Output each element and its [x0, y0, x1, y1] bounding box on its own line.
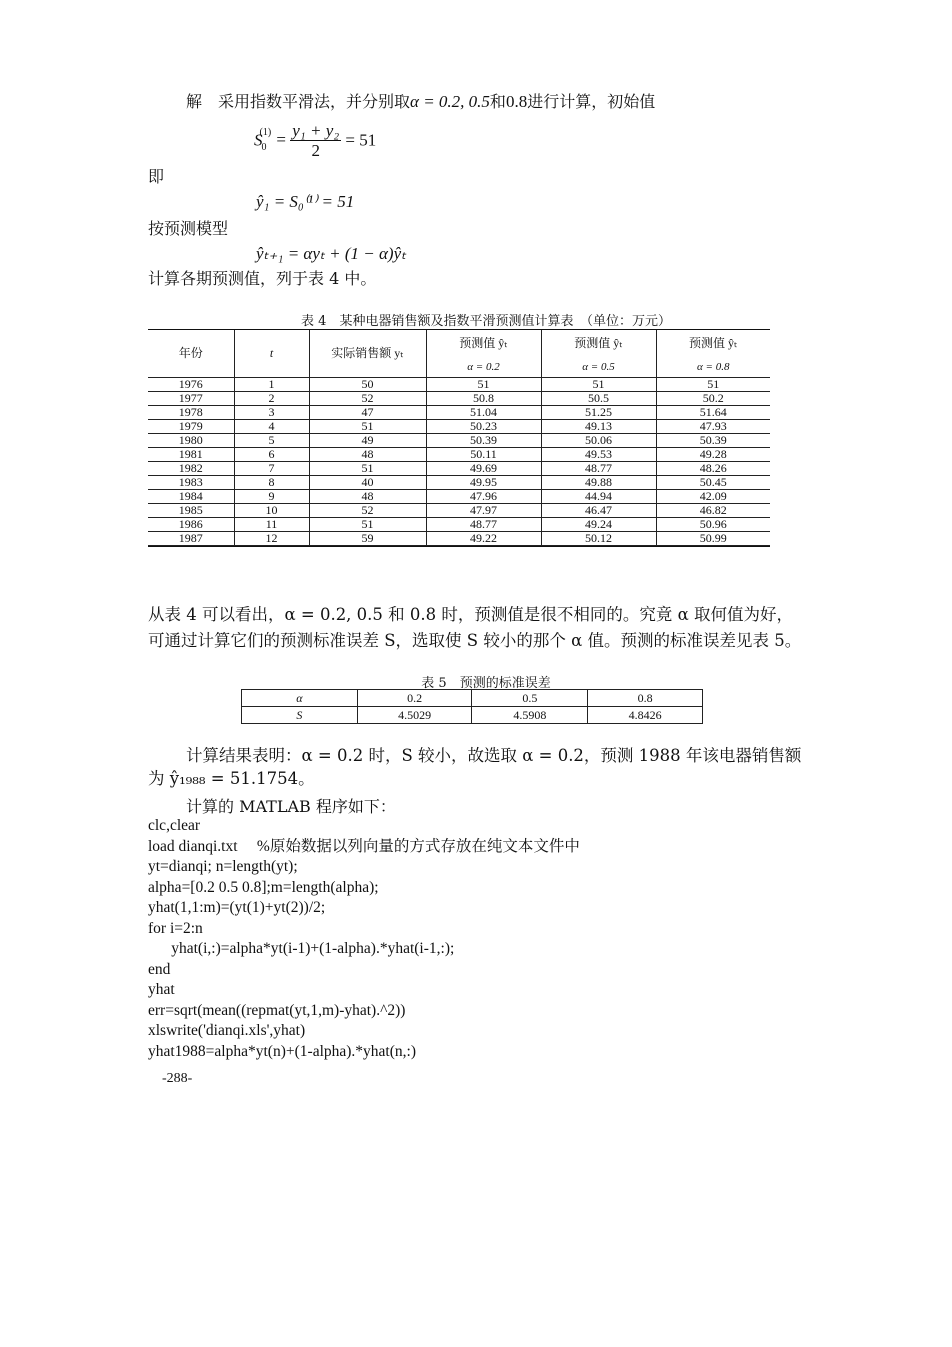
table-cell: 1	[234, 378, 309, 392]
table-cell: 50.2	[656, 392, 770, 406]
header-year: 年份	[148, 330, 234, 378]
table-cell: 51.25	[541, 406, 656, 420]
table-cell: 49.53	[541, 448, 656, 462]
t5-alpha-3: 0.8	[588, 690, 703, 707]
table-cell: 50.23	[426, 420, 541, 434]
table-row	[148, 420, 770, 434]
table-cell: 47.93	[656, 420, 770, 434]
table-cell: 49.22	[426, 532, 541, 546]
table-cell: 48.26	[656, 462, 770, 476]
header-t: t	[234, 330, 309, 378]
para3-line2: 为 ŷ₁₉₈₈ = 51.1754。	[148, 769, 315, 788]
header-pred-1: 预测值 ŷₜ	[426, 330, 541, 357]
table-cell: 50.39	[656, 434, 770, 448]
table-cell: 7	[234, 462, 309, 476]
ji-label: 即	[148, 167, 165, 186]
code-line: alpha=[0.2 0.5 0.8];m=length(alpha);	[148, 878, 379, 896]
table-cell: 49	[309, 434, 426, 448]
table-cell: 50.96	[656, 518, 770, 532]
table-cell: 50.11	[426, 448, 541, 462]
table-cell: 50.06	[541, 434, 656, 448]
page-number: -288-	[162, 1071, 193, 1086]
table-cell: 51	[309, 462, 426, 476]
table-cell: 10	[234, 504, 309, 518]
code-line: xlswrite('dianqi.xls',yhat)	[148, 1022, 306, 1039]
table-cell: 51.04	[426, 406, 541, 420]
table-cell: 50.8	[426, 392, 541, 406]
table-cell: 1977	[148, 392, 234, 406]
table-row	[148, 518, 770, 532]
t5-s-3: 4.8426	[588, 707, 703, 724]
para3-line1: 计算结果表明：α = 0.2 时，S 较小，故选取 α = 0.2，预测 1988 年该电器销售额	[186, 746, 802, 765]
table-cell: 42.09	[656, 490, 770, 504]
code-line: yhat	[148, 981, 175, 998]
table-cell: 1981	[148, 448, 234, 462]
table-cell: 52	[309, 504, 426, 518]
table-row	[148, 392, 770, 406]
table-row	[148, 490, 770, 504]
t5-alpha-1: 0.2	[357, 690, 472, 707]
table-cell: 47.96	[426, 490, 541, 504]
table-cell: 47	[309, 406, 426, 420]
table-cell: 50.12	[541, 532, 656, 546]
table-cell: 51.64	[656, 406, 770, 420]
table-cell: 1978	[148, 406, 234, 420]
table-cell: 48	[309, 448, 426, 462]
table-cell: 12	[234, 532, 309, 546]
table-cell: 1976	[148, 378, 234, 392]
table-cell: 2	[234, 392, 309, 406]
code-line: load dianqi.txt %原始数据以列向量的方式存放在纯文本文件中	[148, 837, 580, 855]
t5-s-2: 4.5908	[472, 707, 588, 724]
table-cell: 48.77	[541, 462, 656, 476]
para3-line3: 计算的 MATLAB 程序如下：	[186, 797, 396, 816]
table-cell: 49.24	[541, 518, 656, 532]
t5-alpha-2: 0.5	[472, 690, 588, 707]
table-cell: 40	[309, 476, 426, 490]
table-cell: 9	[234, 490, 309, 504]
table-row	[148, 476, 770, 490]
code-line: yt=dianqi; n=length(yt);	[148, 858, 298, 875]
table-cell: 11	[234, 518, 309, 532]
table-row	[148, 504, 770, 518]
table-cell: 50.39	[426, 434, 541, 448]
code-listing	[148, 816, 580, 1062]
table-cell: 46.82	[656, 504, 770, 518]
code-line: yhat1988=alpha*yt(n)+(1-alpha).*yhat(n,:)	[148, 1042, 416, 1060]
para2-line1: 从表 4 可以看出，α = 0.2, 0.5 和 0.8 时，预测值是很不相同的。究竟 α 取何值为好，	[148, 605, 794, 624]
table-cell: 59	[309, 532, 426, 546]
table-cell: 44.94	[541, 490, 656, 504]
table-cell: 1987	[148, 532, 234, 546]
table-cell: 1982	[148, 462, 234, 476]
table-cell: 6	[234, 448, 309, 462]
table-cell: 52	[309, 392, 426, 406]
subheader-alpha-1: α = 0.2	[426, 357, 541, 377]
table-row	[148, 462, 770, 476]
table-cell: 48	[309, 490, 426, 504]
formula-model: ŷₜ₊₁ = αyₜ + (1 − α)ŷₜ	[256, 244, 407, 263]
table-row	[148, 532, 770, 546]
table4-caption: 表 4 某种电器销售额及指数平滑预测值计算表 （单位：万元）	[301, 314, 671, 329]
table-cell: 51	[309, 518, 426, 532]
table-cell: 49.28	[656, 448, 770, 462]
t5-s-1: 4.5029	[357, 707, 472, 724]
table-cell: 46.47	[541, 504, 656, 518]
table-cell: 1985	[148, 504, 234, 518]
table-cell: 51	[541, 378, 656, 392]
code-line: for i=2:n	[148, 919, 203, 937]
table-cell: 4	[234, 420, 309, 434]
table-cell: 50.5	[541, 392, 656, 406]
table-cell: 1980	[148, 434, 234, 448]
table-cell: 1986	[148, 518, 234, 532]
table-row	[148, 448, 770, 462]
formula-initial-value: $S_0^{(1)}$ = $\frac{\text{y₁ + y₂}}{2}$ = 51	[254, 121, 377, 160]
table-cell: 5	[234, 434, 309, 448]
table-cell: 51	[426, 378, 541, 392]
table-cell: 1983	[148, 476, 234, 490]
table-cell: 51	[309, 420, 426, 434]
table-row	[148, 406, 770, 420]
table-cell: 3	[234, 406, 309, 420]
code-line: clc,clear	[148, 817, 201, 834]
table5-caption: 表 5 预测的标准误差	[421, 676, 551, 691]
table-cell: 47.97	[426, 504, 541, 518]
code-line: yhat(1,1:m)=(yt(1)+yt(2))/2;	[148, 899, 326, 916]
table4	[148, 329, 770, 547]
table-row	[148, 434, 770, 448]
formula-y1: ŷ₁ = S₀⁽¹⁾ = 51	[256, 192, 355, 211]
header-pred-3: 预测值 ŷₜ	[656, 330, 770, 357]
header-actual: 实际销售额 yₜ	[309, 330, 426, 378]
code-line: end	[148, 960, 171, 978]
subheader-alpha-3: α = 0.8	[656, 357, 770, 377]
table-cell: 8	[234, 476, 309, 490]
code-line: yhat(i,:)=alpha*yt(i-1)+(1-alpha).*yhat(i-1,:);	[148, 940, 455, 957]
table-cell: 48.77	[426, 518, 541, 532]
subheader-alpha-2: α = 0.5	[541, 357, 656, 377]
code-line: err=sqrt(mean((repmat(yt,1,m)-yhat).^2))	[148, 1001, 406, 1019]
model-label: 按预测模型	[148, 219, 229, 238]
table-row	[148, 378, 770, 392]
table-cell: 49.13	[541, 420, 656, 434]
table-cell: 51	[656, 378, 770, 392]
table-cell: 50.99	[656, 532, 770, 546]
table-cell: 49.88	[541, 476, 656, 490]
t5-s-label: S	[242, 707, 358, 724]
table-cell: 1984	[148, 490, 234, 504]
para2-line2: 可通过计算它们的预测标准误差 S，选取使 S 较小的那个 α 值。预测的标准误差见表 5。	[148, 631, 802, 650]
table-cell: 50	[309, 378, 426, 392]
table-cell: 1979	[148, 420, 234, 434]
table-cell: 50.45	[656, 476, 770, 490]
list-text: 计算各期预测值，列于表 4 中。	[148, 269, 377, 288]
table-cell: 49.69	[426, 462, 541, 476]
t5-alpha-label: α	[242, 690, 358, 707]
table-cell: 49.95	[426, 476, 541, 490]
table5	[241, 689, 703, 724]
intro-line: 解 采用指数平滑法，并分别取α = 0.2, 0.5和0.8进行计算，初始值	[186, 92, 656, 111]
header-pred-2: 预测值 ŷₜ	[541, 330, 656, 357]
